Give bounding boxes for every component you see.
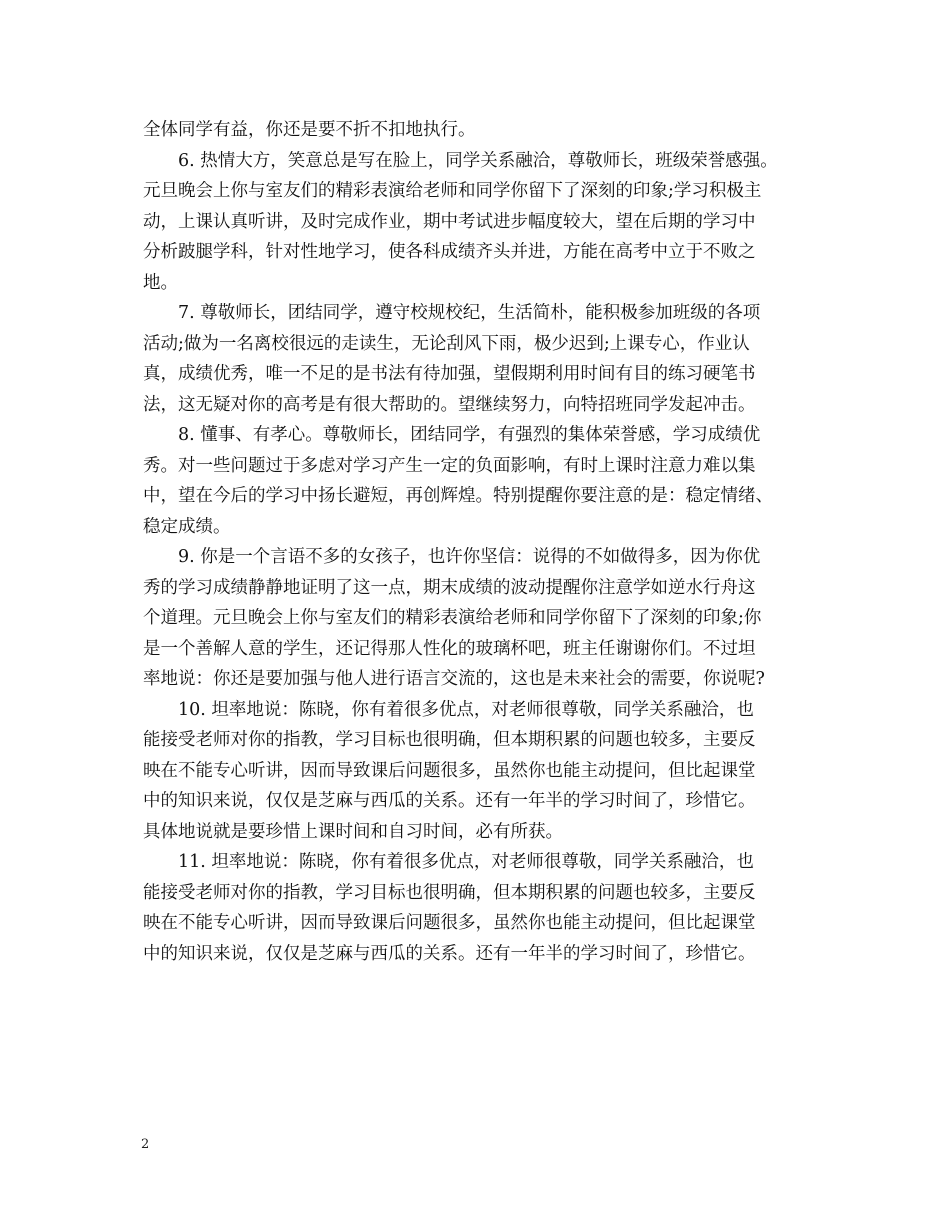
text-line: 8. 懂事、有孝心。尊敬师长，团结同学，有强烈的集体荣誉感，学习成绩优 bbox=[178, 425, 761, 445]
text-line: 9. 你是一个言语不多的女孩子，也许你坚信：说得的不如做得多，因为你优 bbox=[178, 547, 761, 567]
text-line: 映在不能专心听讲，因而导致课后问题很多，虽然你也能主动提问，但比起课堂 bbox=[143, 760, 756, 781]
text-line: 全体同学有益，你还是要不折不扣地执行。 bbox=[143, 120, 476, 140]
text-line: 中的知识来说，仅仅是芝麻与西瓜的关系。还有一年半的学习时间了，珍惜它。 bbox=[143, 943, 756, 964]
text-line: 能接受老师对你的指教，学习目标也很明确，但本期积累的问题也较多，主要反 bbox=[143, 882, 756, 903]
text-line: 秀。对一些问题过于多虑对学习产生一定的负面影响，有时上课时注意力难以集 bbox=[143, 455, 756, 476]
text-line: 率地说：你还是要加强与他人进行语言交流的，这也是未来社会的需要，你说呢? bbox=[143, 669, 765, 689]
text-line: 映在不能专心听讲，因而导致课后问题很多，虽然你也能主动提问，但比起课堂 bbox=[143, 913, 756, 933]
text-line: 个道理。元旦晚会上你与室友们的精彩表演给老师和同学你留下了深刻的印象;你 bbox=[143, 608, 762, 628]
text-line: 动，上课认真听讲，及时完成作业，期中考试进步幅度较大，望在后期的学习中 bbox=[143, 211, 756, 232]
text-line: 元旦晚会上你与室友们的精彩表演给老师和同学你留下了深刻的印象;学习积极主 bbox=[143, 181, 762, 201]
text-line: 是一个善解人意的学生，还记得那人性化的玻璃杯吧，班主任谢谢你们。不过坦 bbox=[143, 638, 756, 659]
document-body bbox=[143, 115, 809, 969]
text-line: 秀的学习成绩静静地证明了这一点，期末成绩的波动提醒你注意学如逆水行舟这 bbox=[143, 577, 756, 598]
text-line: 能接受老师对你的指教，学习目标也很明确，但本期积累的问题也较多，主要反 bbox=[143, 730, 756, 750]
text-line: 具体地说就是要珍惜上课时间和自习时间，必有所获。 bbox=[143, 821, 563, 842]
text-line: 10. 坦率地说：陈晓，你有着很多优点，对老师很尊敬，同学关系融洽，也 bbox=[178, 699, 754, 720]
text-line: 11. 坦率地说：陈晓，你有着很多优点，对老师很尊敬，同学关系融洽，也 bbox=[178, 852, 754, 872]
text-line: 活动;做为一名离校很远的走读生，无论刮风下雨，极少迟到;上课专心，作业认 bbox=[143, 333, 750, 354]
text-line: 地。 bbox=[143, 272, 178, 293]
text-line: 6. 热情大方，笑意总是写在脸上，同学关系融洽，尊敬师长，班级荣誉感强。 bbox=[178, 150, 778, 171]
text-line: 分析跛腿学科，针对性地学习，使各科成绩齐头并进，方能在高考中立于不败之 bbox=[143, 242, 756, 262]
page-number: 2 bbox=[141, 1137, 150, 1152]
text-line: 稳定成绩。 bbox=[143, 516, 231, 537]
text-line: 法，这无疑对你的高考是有很大帮助的。望继续努力，向特招班同学发起冲击。 bbox=[143, 394, 756, 415]
text-line: 真，成绩优秀，唯一不足的是书法有待加强，望假期利用时间有目的练习硬笔书 bbox=[143, 364, 756, 384]
text-line: 中的知识来说，仅仅是芝麻与西瓜的关系。还有一年半的学习时间了，珍惜它。 bbox=[143, 791, 756, 811]
text-line: 中，望在今后的学习中扬长避短，再创辉煌。特别提醒你要注意的是：稳定情绪、 bbox=[143, 486, 773, 506]
text-line: 7. 尊敬师长，团结同学，遵守校规校纪，生活简朴，能积极参加班级的各项 bbox=[178, 303, 761, 323]
